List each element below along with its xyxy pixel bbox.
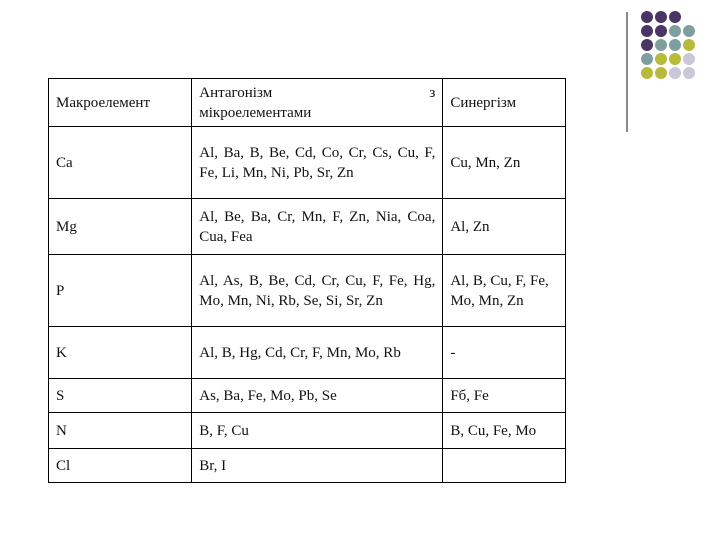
decorative-dot <box>669 67 681 79</box>
decorative-dot <box>669 25 681 37</box>
decorative-dot <box>641 67 653 79</box>
header-antagonism-line2: мікроелементами <box>199 104 312 121</box>
decorative-dot <box>683 53 695 65</box>
row-antagonism: Al, Be, Ba, Cr, Mn, F, Zn, Nia, Coa, Cua, Fea <box>192 199 443 255</box>
decorative-dot <box>641 53 653 65</box>
table-row <box>49 127 566 199</box>
decorative-dot <box>669 53 681 65</box>
decorative-divider-line <box>626 12 628 132</box>
row-synergism: - <box>443 327 566 379</box>
row-antagonism: Al, B, Hg, Cd, Cr, F, Mn, Mo, Rb <box>192 327 443 379</box>
row-element: Ca <box>49 127 192 199</box>
decorative-dot <box>683 25 695 37</box>
decorative-dot <box>655 39 667 51</box>
row-element: Cl <box>49 449 192 483</box>
decorative-dot <box>655 25 667 37</box>
row-element: Mg <box>49 199 192 255</box>
decorative-dot <box>641 39 653 51</box>
decorative-dot <box>669 11 681 23</box>
decorative-dot-grid <box>641 11 720 121</box>
row-element: S <box>49 379 192 413</box>
row-antagonism: As, Ba, Fe, Mo, Pb, Se <box>192 379 443 413</box>
table-row <box>49 199 566 255</box>
header-antagonism-z: з <box>429 84 436 101</box>
row-synergism: Al, Zn <box>443 199 566 255</box>
decorative-dot <box>655 67 667 79</box>
row-synergism: Al, B, Cu, F, Fe, Mo, Mn, Zn <box>443 255 566 327</box>
header-antagonism <box>192 79 443 127</box>
decorative-dot <box>655 53 667 65</box>
row-antagonism: Br, I <box>192 449 443 483</box>
decorative-dot <box>655 11 667 23</box>
decorative-dot <box>669 39 681 51</box>
table-row <box>49 255 566 327</box>
decorative-dot <box>641 25 653 37</box>
table-row <box>49 327 566 379</box>
row-antagonism: Al, As, B, Be, Cd, Cr, Cu, F, Fe, Hg, Mo, Mn, Ni, Rb, Se, Si, Sr, Zn <box>192 255 443 327</box>
row-element: N <box>49 413 192 449</box>
row-synergism <box>443 449 566 483</box>
row-element: P <box>49 255 192 327</box>
header-antagonism-label: Антагонізм <box>199 84 273 101</box>
row-antagonism: Al, Ba, B, Be, Cd, Co, Cr, Cs, Cu, F, Fe, Li, Mn, Ni, Pb, Sr, Zn <box>192 127 443 199</box>
table-row <box>49 379 566 413</box>
row-synergism: Cu, Mn, Zn <box>443 127 566 199</box>
row-element: K <box>49 327 192 379</box>
decorative-dot <box>683 67 695 79</box>
row-synergism: B, Cu, Fe, Mo <box>443 413 566 449</box>
header-macroelement: Макроелемент <box>49 79 192 127</box>
table-header-row <box>49 79 566 127</box>
table-row <box>49 449 566 483</box>
decorative-dot <box>641 11 653 23</box>
elements-table <box>48 78 566 483</box>
row-synergism: Fб, Fe <box>443 379 566 413</box>
decorative-dot <box>683 39 695 51</box>
header-synergism: Синергізм <box>443 79 566 127</box>
row-antagonism: B, F, Cu <box>192 413 443 449</box>
table-row <box>49 413 566 449</box>
